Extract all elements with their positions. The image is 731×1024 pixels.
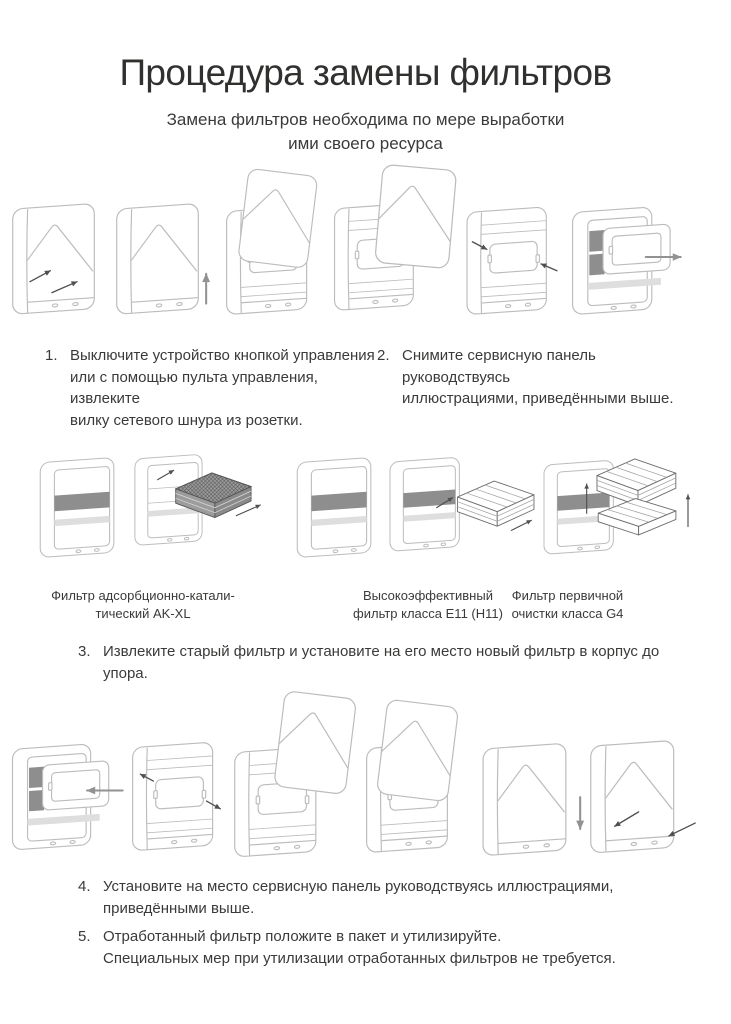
page-title: Процедура замены фильтров [119, 52, 612, 93]
step-5-number: 5. [78, 928, 91, 945]
step-2 [377, 345, 707, 410]
step-4-number: 4. [78, 878, 91, 895]
step-1-number: 1. [45, 347, 58, 364]
illu-panel-press-down [478, 700, 590, 860]
arrow-icon [511, 520, 531, 530]
step-3-text: Извлеките старый фильтр и установите на его место новый фильтр в корпус до упора. [103, 643, 660, 682]
step-2-number: 2. [377, 347, 390, 364]
illu-power-off-slide [8, 192, 110, 318]
illu-filter-e11-insert [386, 441, 540, 569]
filter-label-g4: Фильтр первичной очистки класса G4 [511, 588, 624, 621]
page-subtitle: Замена фильтров необходима по мере выработки ими своего ресурса [166, 110, 565, 153]
step-3-number: 3. [78, 643, 91, 660]
step-1 [45, 345, 375, 431]
step-2-text: Снимите сервисную панель руководствуясь иллюстрациями, приведёнными выше. [402, 347, 674, 407]
step-5-text: Отработанный фильтр положите в пакет и утилизируйте. Специальных мер при утилизации отработанных фильтров не требуется. [103, 928, 616, 967]
illu-filter-slot [36, 443, 128, 565]
filter-label-ak-xl: Фильтр адсорбционно-катали- тический AK-XL [51, 588, 235, 621]
illu-clips-align [128, 730, 228, 856]
illu-panel-tilt-off [222, 168, 322, 318]
illu-service-cover-out [568, 196, 696, 318]
illu-panel-clips [462, 196, 562, 318]
step-4 [78, 876, 678, 919]
illu-panel-lift [112, 192, 214, 318]
step-5 [78, 926, 698, 969]
illu-panel-secured [586, 708, 696, 860]
illu-filter-ak-removal [131, 441, 271, 567]
illu-panel-tilt-on [362, 700, 466, 858]
illu-panel-replace [230, 692, 358, 862]
illu-filter-slot-2 [293, 443, 385, 565]
filter-label-e11: Высокоэффективный фильтр класса E11 (H11) [353, 588, 503, 621]
step-1-text: Выключите устройство кнопкой управления или с помощью пульта управления, извлеките вилку сетевого шнура из розетки. [70, 347, 375, 429]
step-3 [78, 641, 688, 684]
illu-filters-stack [540, 436, 696, 570]
illu-cover-slide-in [8, 730, 132, 858]
arrow-icon [236, 505, 260, 516]
illu-panel-removed [330, 166, 460, 314]
step-4-text: Установите на место сервисную панель руководствуясь иллюстрациями, приведёнными выше. [103, 878, 614, 917]
